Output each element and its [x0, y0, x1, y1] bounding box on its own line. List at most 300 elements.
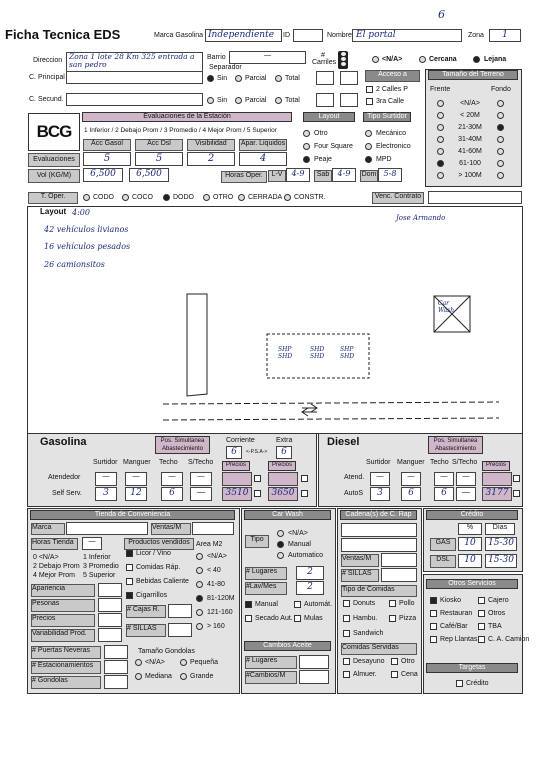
contrato-field[interactable]	[428, 191, 522, 204]
serv-check-3[interactable]	[478, 610, 485, 617]
gas-self-1[interactable]: 12	[125, 487, 147, 501]
gas-self-label: Self Serv.	[52, 490, 82, 497]
credito-gas-pct-value: 10	[464, 538, 476, 548]
cw-opt-manual-check[interactable]	[245, 601, 252, 608]
eval-row-text: Evaluaciones	[33, 156, 75, 163]
prod-check-1[interactable]	[126, 564, 133, 571]
tienda-marca-text: Marca	[32, 524, 52, 531]
estac-label	[31, 661, 101, 674]
dsl-autos-0[interactable]: 3	[370, 487, 390, 501]
vol-label	[28, 169, 80, 183]
tienda-scale-5: 5 Superior	[83, 572, 116, 579]
horas-value-0[interactable]: 4-9	[286, 168, 310, 182]
carriles1-field[interactable]	[316, 71, 334, 85]
aceite-cambios-text: #Cambios/M	[246, 672, 286, 679]
tienda-scale-4: 4 Mejor Prom	[33, 572, 76, 579]
cw-auto-radio[interactable]	[277, 552, 284, 559]
cw-auto-label: Automatico	[288, 552, 324, 559]
sillas-text: # SILLAS	[127, 625, 157, 632]
vol-a-value: 6,500	[90, 169, 116, 179]
dsl-autos-4[interactable]: 3177	[482, 487, 512, 501]
area-label-5: > 160	[207, 623, 225, 630]
cajas-field[interactable]	[168, 604, 192, 618]
prox-na-label: <N/A>	[382, 56, 403, 63]
area-radio-3[interactable]	[196, 595, 203, 602]
serv-cena-label: Cena	[401, 671, 418, 678]
dsl-autos-1[interactable]: 6	[401, 487, 421, 501]
tienda-horas-label	[31, 538, 78, 550]
cadena-name-field[interactable]	[341, 523, 417, 537]
layout-peaje-radio[interactable]	[303, 156, 310, 163]
cadena-sillas-text: # SILLAS	[342, 570, 372, 577]
area-radio-5[interactable]	[196, 623, 203, 630]
fondo-radio-5[interactable]	[497, 160, 504, 167]
puertas-text: # Puertas Neveras	[32, 647, 90, 654]
layout-note-2: 16 vehículos pesados	[44, 242, 131, 251]
gas-aten-0[interactable]: —	[95, 472, 117, 486]
sep1-sin-label: Sin	[217, 75, 228, 82]
vol-a-field[interactable]	[83, 168, 123, 182]
frente-radio-3[interactable]	[437, 136, 444, 143]
c-principal-label: C. Principal	[29, 74, 65, 81]
pump-1: SHP SHD	[278, 346, 293, 360]
prod-check-3[interactable]	[126, 592, 133, 599]
eval-value-0[interactable]: 5	[83, 152, 131, 166]
cw-opt-auto-check[interactable]	[294, 601, 301, 608]
oper-radio-1[interactable]	[122, 194, 129, 201]
sillas-field[interactable]	[168, 623, 192, 637]
layout-note-3: 26 camionsitos	[44, 260, 105, 269]
sep1-sin-radio[interactable]	[207, 75, 214, 82]
aceite-cambios-field[interactable]	[299, 670, 329, 684]
zona-value: 1	[502, 30, 508, 40]
carwash-title: Car Wash	[244, 510, 331, 520]
gond-na-label: <N/A>	[145, 659, 165, 666]
tienda-eval-field-1[interactable]	[98, 598, 122, 612]
acceso-3ra-check[interactable]	[366, 98, 373, 105]
tienda-eval-field-0[interactable]	[98, 583, 122, 597]
sep2-sin-radio[interactable]	[207, 97, 214, 104]
area-radio-4[interactable]	[196, 609, 203, 616]
fondo-radio-2[interactable]	[497, 124, 504, 131]
sep1-parcial-radio[interactable]	[235, 75, 242, 82]
barrio-label: Barrio	[207, 54, 226, 61]
sep1-parcial-label: Parcial	[245, 75, 267, 82]
eval-value-2[interactable]: 2	[187, 152, 235, 166]
dsl-atend-2[interactable]: —	[434, 472, 454, 486]
tienda-horas-field[interactable]	[82, 537, 102, 550]
tienda-marca-label	[31, 523, 65, 535]
serv-check-2[interactable]	[430, 610, 437, 617]
horas-value-2[interactable]: 5-8	[378, 168, 402, 182]
vol-b-field[interactable]	[129, 168, 169, 182]
sep2-parcial-label: Parcial	[245, 97, 267, 104]
oper-radio-0[interactable]	[83, 194, 90, 201]
zona-label: Zona	[468, 32, 484, 39]
acceso-2calles-label: 2 Calles P	[376, 86, 408, 93]
id-field[interactable]	[293, 29, 323, 42]
credito-pct-head	[458, 523, 482, 535]
dsl-col-4: Precios	[482, 461, 510, 471]
sep2-parcial-radio[interactable]	[235, 97, 242, 104]
gond-med-radio[interactable]	[135, 673, 142, 680]
cadena-title: Cadena(s) de C. Rap	[340, 510, 417, 520]
gas-self-check-1[interactable]	[254, 490, 261, 497]
frente-radio-6[interactable]	[437, 172, 444, 179]
serv-label-1: Cajero	[488, 597, 509, 604]
gas-self-5[interactable]: 3650	[268, 487, 298, 501]
aceite-lugares-field[interactable]	[299, 655, 329, 669]
terreno-title: Tamaño del Terreno	[428, 70, 518, 80]
oper-label-5: CONSTR.	[294, 194, 326, 201]
tienda-eval-label-2: Precios	[31, 614, 95, 627]
vol-b-value: 6,500	[136, 169, 162, 179]
terreno-row-label-5: 61-100	[459, 160, 481, 167]
dsl-atend-3[interactable]: —	[456, 472, 476, 486]
puertas-field[interactable]	[104, 645, 128, 659]
credito-gas-pct[interactable]	[458, 537, 482, 551]
direccion-label: Direccion	[33, 57, 63, 64]
gas-col-1: Manguer	[123, 459, 151, 466]
cajas-text: # Cajas R.	[127, 606, 160, 613]
acceso-2calles-check[interactable]	[366, 86, 373, 93]
layout-note-1: 42 vehículos livianos	[44, 225, 129, 234]
servidas-label	[341, 643, 417, 655]
frente-radio-0[interactable]	[437, 100, 444, 107]
servidas-text: Comidas Servidas	[342, 644, 399, 651]
horas-day-0: L-V	[268, 170, 286, 182]
gas-extra-field[interactable]	[276, 446, 292, 459]
pump-2: SHD SHD	[310, 346, 325, 360]
tienda-ventas-label	[151, 523, 191, 535]
fondo-radio-4[interactable]	[497, 148, 504, 155]
carriles1b-field[interactable]	[340, 71, 358, 85]
gas-self-2[interactable]: 6	[161, 487, 183, 501]
nombre-value: El portal	[356, 30, 396, 40]
gas-pos-sim: Pos. Simultanea Abastecimiento	[155, 436, 210, 454]
area-radio-0[interactable]	[196, 553, 203, 560]
terreno-row-label-2: 21-30M	[458, 124, 482, 131]
carriles2-field[interactable]	[316, 93, 334, 107]
c-secund-field[interactable]	[66, 93, 203, 106]
aceite-lugares-text: # Lugares	[246, 657, 278, 664]
serv-check-4[interactable]	[430, 623, 437, 630]
credito-gas-dias[interactable]	[485, 537, 517, 551]
gond-gra-radio[interactable]	[180, 673, 187, 680]
dsl-autos-3[interactable]: —	[456, 487, 476, 501]
sep2-total-radio[interactable]	[275, 97, 282, 104]
layout-author: Jose Armando	[396, 214, 446, 222]
area-radio-1[interactable]	[196, 567, 203, 574]
area-label-2: 41-80	[207, 581, 225, 588]
cw-opt-mulas-label: Mulas	[304, 615, 323, 622]
cw-opt-manual-label: Manual	[255, 601, 278, 608]
eval-value-3[interactable]: 4	[239, 152, 287, 166]
prod-label-0: Licor / Vino	[136, 550, 171, 557]
frente-radio-2[interactable]	[437, 124, 444, 131]
tipo-pollo-check[interactable]	[389, 600, 396, 607]
tipo-donuts-label: Donuts	[353, 600, 376, 607]
sillas-label	[126, 624, 166, 637]
cadena-name2-field[interactable]	[341, 538, 417, 552]
oper-radio-2[interactable]	[163, 194, 170, 201]
horas-label-text: Horas Oper.	[225, 172, 263, 179]
tienda-eval-field-3[interactable]	[98, 628, 122, 642]
dsl-col-3: S/Techo	[452, 459, 478, 466]
layout-time: 4:00	[72, 208, 90, 217]
dsl-autos-check[interactable]	[513, 490, 520, 497]
serv-check-7[interactable]	[478, 636, 485, 643]
gas-aten-1[interactable]: —	[125, 472, 147, 486]
dsl-atend-check[interactable]	[513, 475, 520, 482]
surtidor-header: Tipo Surtidor	[363, 112, 411, 122]
gond-peq-label: Pequeña	[190, 659, 219, 666]
prod-check-0[interactable]	[126, 550, 133, 557]
surtidor-mec-radio[interactable]	[365, 130, 372, 137]
bcg-logo	[28, 113, 80, 151]
surtidor-elec-label: Electronico	[376, 143, 411, 150]
dsl-autos-2[interactable]: 6	[434, 487, 454, 501]
cw-tipo-label	[245, 535, 269, 548]
gas-self-4[interactable]: 3510	[222, 487, 252, 501]
gas-aten-price-1[interactable]	[222, 472, 252, 486]
tarjeta-credito-check[interactable]	[456, 680, 463, 687]
cadena-ventas-label	[341, 554, 379, 567]
cadena-tipo-text: Tipo de Comidas	[342, 586, 395, 593]
servicios-panel	[423, 574, 523, 694]
gas-aten-price-2[interactable]	[268, 472, 298, 486]
surtidor-mpd-label: MPD	[376, 156, 392, 163]
acceso-3ra-label: 3ra Calle	[376, 98, 405, 105]
prod-check-2[interactable]	[126, 578, 133, 585]
tienda-ventas-field[interactable]	[192, 522, 234, 535]
tienda-title: Tienda de Conveniencia	[30, 510, 235, 520]
dsl-col-0: Surtidor	[366, 459, 391, 466]
serv-check-0[interactable]	[430, 597, 437, 604]
cajas-label	[126, 605, 166, 618]
cw-lugares-value: 2	[307, 567, 313, 577]
gond-med-label: Mediana	[145, 673, 172, 680]
direccion-field[interactable]	[66, 52, 203, 72]
serv-otro-label: Otro	[401, 658, 415, 665]
horas-day-2: Dom	[360, 170, 378, 182]
c-principal-field[interactable]	[66, 71, 203, 84]
tipo-sandwich-check[interactable]	[343, 630, 350, 637]
credito-gas-label	[430, 538, 456, 551]
serv-label-6: Rep Llantas	[440, 636, 478, 643]
cw-lav-text: #Lav/Mes	[246, 583, 277, 590]
tarjeta-credito-label: Crédito	[466, 680, 489, 687]
acceso-label: Acceso a	[378, 71, 407, 78]
cw-manual-label: Manual	[288, 541, 311, 548]
frente-radio-5[interactable]	[437, 160, 444, 167]
oper-label-text: T. Oper.	[40, 193, 66, 200]
estac-field[interactable]	[104, 660, 128, 674]
gond-na-radio[interactable]	[135, 659, 142, 666]
page-mark: 6	[438, 8, 445, 21]
prox-lejana-radio[interactable]	[473, 56, 480, 63]
layout-otro-radio[interactable]	[303, 130, 310, 137]
horas-value-1[interactable]: 4-9	[332, 168, 356, 182]
oper-radio-5[interactable]	[284, 194, 291, 201]
gas-self-check-2[interactable]	[301, 490, 308, 497]
gas-self-0[interactable]: 3	[95, 487, 117, 501]
prox-cercana-radio[interactable]	[419, 56, 426, 63]
gas-corriente-label: Corriente	[226, 437, 255, 444]
tienda-scale-1: 1 Inferior	[83, 554, 111, 561]
serv-label-7: C. A. Camion	[488, 636, 530, 643]
tienda-horas-text: Horas Tienda	[32, 539, 74, 546]
credito-pct-text: %	[466, 524, 474, 531]
cadena-tipo-label	[341, 585, 417, 597]
sep2-sin-label: Sin	[217, 97, 228, 104]
credito-gas-dias-value: 15-30	[488, 538, 514, 548]
serv-cena-check[interactable]	[391, 671, 398, 678]
dsl-atend-label: Atend.	[344, 474, 365, 481]
cw-opt-secado-check[interactable]	[245, 615, 252, 622]
surtidor-mec-label: Mecánico	[376, 130, 406, 137]
cadena-ventas-field[interactable]	[381, 553, 417, 567]
puertas-label	[31, 646, 101, 659]
dsl-autos-label: AutoS	[344, 490, 364, 497]
credito-dsl-dias[interactable]	[485, 554, 517, 568]
gas-aten-check-2[interactable]	[301, 475, 308, 482]
oper-radio-4[interactable]	[238, 194, 245, 201]
dsl-atend-price[interactable]	[482, 472, 512, 486]
acceso-header	[365, 70, 420, 82]
prox-na-radio[interactable]	[372, 56, 379, 63]
tipo-sandwich-label: Sandwich	[353, 630, 384, 637]
oper-label-3: OTRO	[213, 194, 234, 201]
gas-col-4: Precios	[222, 461, 250, 471]
tienda-scale-2: 2 Debajo Prom	[33, 563, 80, 570]
carriles2b-field[interactable]	[340, 93, 358, 107]
fondo-radio-1[interactable]	[497, 112, 504, 119]
credito-dsl-pct-value: 10	[464, 555, 476, 565]
gas-aten-2[interactable]: —	[161, 472, 183, 486]
frente-label: Frente	[430, 86, 451, 93]
gas-col-3: S/Techo	[188, 459, 214, 466]
carriles-label: # Carriles	[312, 52, 337, 66]
tienda-eval-field-2[interactable]	[98, 613, 122, 627]
direccion-value: Zona 1 lote 28 Km 325 entrada a san pedro	[69, 52, 195, 69]
gas-aten-3[interactable]: —	[190, 472, 212, 486]
tipo-donuts-check[interactable]	[343, 600, 350, 607]
diesel-title: Diesel	[327, 436, 360, 448]
gas-atendedor-label: Atendedor	[48, 474, 81, 481]
estac-text: # Estacionamientos	[32, 662, 94, 669]
fondo-radio-6[interactable]	[497, 172, 504, 179]
eval-col-3: Apar. Liquidos	[239, 139, 287, 151]
dsl-col-1: Manguer	[397, 459, 425, 466]
serv-check-5[interactable]	[478, 623, 485, 630]
area-radio-2[interactable]	[196, 581, 203, 588]
contrato-label-text: Venc. Contrato	[374, 193, 422, 200]
gas-aten-check-1[interactable]	[254, 475, 261, 482]
credito-dsl-pct[interactable]	[458, 554, 482, 568]
cw-lav-field[interactable]	[296, 581, 324, 595]
tipo-hambu-check[interactable]	[343, 615, 350, 622]
aceite-lugares-label	[245, 656, 297, 669]
cw-tipo-text: Tipo	[250, 536, 264, 543]
gond-peq-radio[interactable]	[180, 659, 187, 666]
fondo-radio-0[interactable]	[497, 100, 504, 107]
serv-desayuno-check[interactable]	[343, 658, 350, 665]
serv-label-3: Otros	[488, 610, 506, 617]
dsl-atend-0[interactable]: —	[370, 472, 390, 486]
serv-check-6[interactable]	[430, 636, 437, 643]
tienda-eval-label-1: Pesonas	[31, 599, 95, 612]
layout-header: Layout	[303, 112, 355, 122]
frente-radio-4[interactable]	[437, 148, 444, 155]
serv-almuer-label: Almuer.	[353, 671, 377, 678]
area-label-4: 121-160	[207, 609, 233, 616]
cadena-ventas-text: Ventas/M	[342, 555, 372, 562]
gas-corriente-field[interactable]	[226, 446, 242, 459]
gas-self-3[interactable]: —	[190, 487, 212, 501]
prox-cercana-label: Cercana	[429, 56, 457, 63]
gasolina-title: Gasolina	[40, 436, 87, 448]
sep2-total-label: Total	[285, 97, 300, 104]
serv-label-0: Kiosko	[440, 597, 462, 604]
gas-extra-label: Extra	[276, 437, 293, 444]
layout-four-radio[interactable]	[303, 143, 310, 150]
tienda-horas-value: —	[88, 538, 96, 545]
credito-dias-text: Días	[492, 524, 508, 531]
area-label-1: < 40	[207, 567, 221, 574]
oper-radio-3[interactable]	[203, 194, 210, 201]
surtidor-elec-radio[interactable]	[365, 143, 372, 150]
tienda-marca-field[interactable]	[66, 522, 148, 535]
frente-radio-1[interactable]	[437, 112, 444, 119]
eval-value-1[interactable]: 5	[135, 152, 183, 166]
horas-day-1: Sab	[314, 170, 332, 182]
serv-label-2: Restauran	[440, 610, 473, 617]
tam-gond-label: Tamaño Gondolas	[138, 648, 195, 655]
gas-col-0: Surtidor	[93, 459, 118, 466]
tipo-pizza-check[interactable]	[389, 615, 396, 622]
cw-lugares-text: # Lugares	[246, 568, 278, 575]
cw-opt-secado-label: Secado Aut.	[255, 615, 293, 622]
sep1-total-radio[interactable]	[275, 75, 282, 82]
c-secund-label: C. Secund.	[29, 96, 64, 103]
marca-value: Independiente	[208, 30, 275, 40]
serv-otro-check[interactable]	[391, 658, 398, 665]
cadena-sillas-field[interactable]	[381, 568, 417, 582]
serv-almuer-check[interactable]	[343, 671, 350, 678]
fondo-radio-3[interactable]	[497, 136, 504, 143]
zona-field[interactable]	[489, 29, 521, 42]
cw-lav-label	[245, 582, 287, 595]
cw-na-label: <N/A>	[288, 530, 308, 537]
dsl-atend-1[interactable]: —	[401, 472, 421, 486]
cw-na-radio[interactable]	[277, 530, 284, 537]
surtidor-mpd-radio[interactable]	[365, 156, 372, 163]
marca-field[interactable]	[205, 29, 282, 42]
prod-label-1: Comidas Ráp.	[136, 564, 181, 571]
cw-opt-mulas-check[interactable]	[294, 615, 301, 622]
id-label: ID	[283, 32, 290, 39]
servicios-title: Otros Servicios	[426, 579, 518, 589]
gondolas-field[interactable]	[104, 675, 128, 689]
cw-lugares-field[interactable]	[296, 566, 324, 580]
tarjetas-title: Targetas	[426, 663, 518, 673]
nombre-field[interactable]	[352, 29, 462, 42]
cw-manual-radio[interactable]	[277, 541, 284, 548]
eval-col-2: Visibilidad	[187, 139, 235, 151]
serv-check-1[interactable]	[478, 597, 485, 604]
barrio-field[interactable]	[229, 51, 306, 64]
